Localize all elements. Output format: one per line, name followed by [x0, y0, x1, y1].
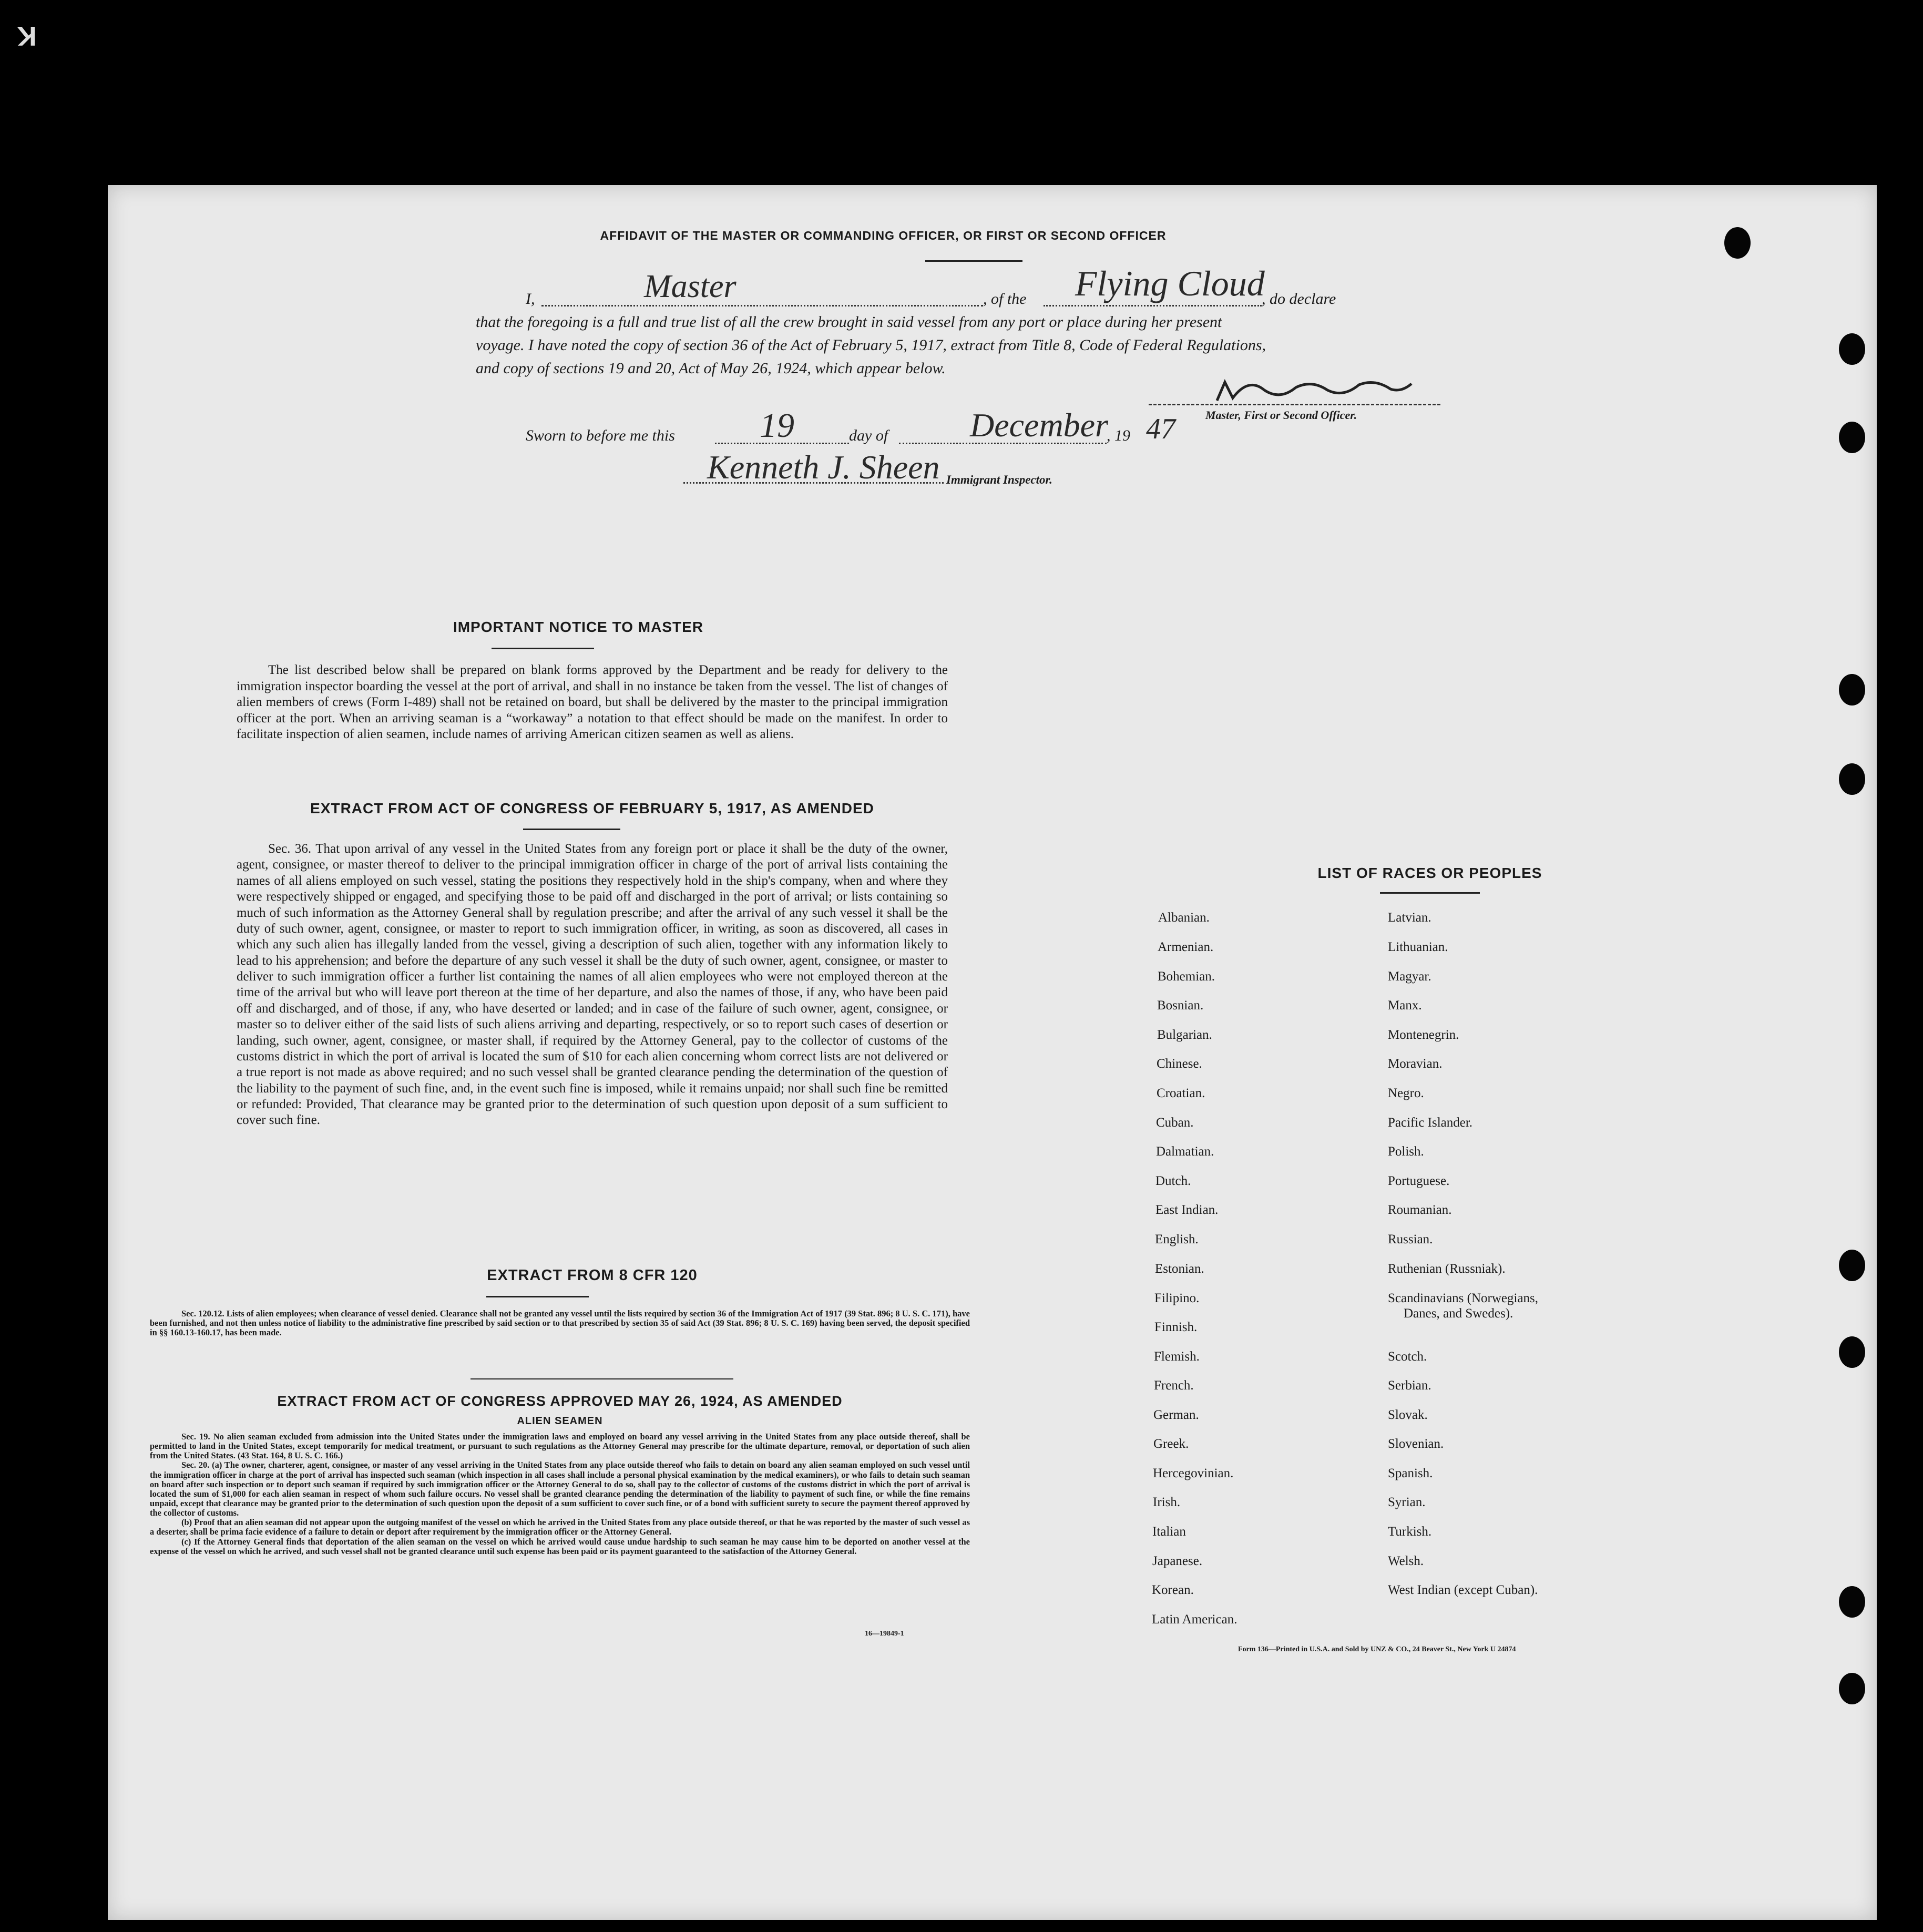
- race-item: Dalmatian.: [1156, 1144, 1214, 1159]
- affidavit-line-4: and copy of sections 19 and 20, Act of May 26, 1924, which appear below.: [476, 360, 946, 377]
- race-item: Filipino.: [1154, 1291, 1200, 1305]
- master-signature: [1185, 374, 1427, 411]
- extract-1917-text: Sec. 36. That upon arrival of any vessel in the United States from any foreign port or place it shall be the duty of the owner, agent, consignee, or master thereof to deliver to the principal immigration officer in charge of the port of arrival lists containing the names of all aliens employed on such vessel, stating the positions they respectively hold in the ship's company, when and where they were respectively shipped or engaged, and specifying those to be paid off and discharged in the port of arrival; or lists containing so much of such information as the Attorney General shall by regulation prescribe; and after the arrival of any such vessel it shall be the duty of such owner, agent, consignee, or master to report to such immigration officer, in writing, as soon as discovered, all cases in which any such alien has illegally landed from the vessel, giving a description of such alien, together with any information likely to lead to his apprehension; and before the departure of any such vessel it shall be the duty of such owner, agent, consignee, or master to deliver to such immigration officer a further list containing the names of all alien employees who were not employed thereon at the time of the arrival but who will leave port thereon at the time of her departure, and also the names of those, if any, who have been paid off and discharged, and of those, if any, who have deserted or landed; and in case of the failure of such owner, agent, consignee, or master so to deliver either of the said lists of such aliens arriving and departing, respectively, or so to report such cases of desertion or landing, such owner, agent, consignee, or master shall, if required by the Attorney General, pay to the collector of customs of the customs district in which the port of arrival is located the sum of $10 for each alien concerning whom correct lists are not delivered or a true report is not made as above required; and no such vessel shall be granted clearance pending the determination of the question of the liability to the payment of such fine, and, in the event such fine is imposed, while it remains unpaid; nor shall such fine be remitted or refunded: Provided, That clearance may be granted prior to the determination of such question upon deposit of a sum sufficient to cover such fine.: [237, 842, 948, 1128]
- race-item: Slovak.: [1388, 1408, 1428, 1422]
- divider: [1380, 892, 1480, 894]
- race-item: Italian: [1152, 1525, 1186, 1539]
- punch-hole-icon: [1839, 1336, 1865, 1368]
- extract-cfr-title: EXTRACT FROM 8 CFR 120: [487, 1267, 698, 1284]
- form-code: 16—19849-1: [865, 1630, 904, 1638]
- race-item: Cuban.: [1156, 1116, 1194, 1130]
- notice-title: IMPORTANT NOTICE TO MASTER: [453, 619, 704, 635]
- divider: [523, 829, 620, 830]
- race-item: Armenian.: [1158, 940, 1214, 954]
- races-title: LIST OF RACES OR PEOPLES: [1317, 865, 1542, 881]
- race-item: Spanish.: [1388, 1466, 1433, 1480]
- race-item: Roumanian.: [1388, 1203, 1452, 1217]
- race-item: Flemish.: [1154, 1350, 1200, 1364]
- race-item: Irish.: [1153, 1495, 1181, 1509]
- race-item: Magyar.: [1388, 969, 1431, 984]
- notice-text: The list described below shall be prepared on blank forms approved by the Department and be ready for delivery to the immigration inspector boarding the vessel at the port of arrival, and shall in no instance be taken from the vessel. The list of changes of alien members of crews (Form I-489) shall not be retained on board, but shall be delivered by the master to the principal immigration officer at the port. When an arriving seaman is a “workaway” a notation to that effect should be made on the manifest. In order to facilitate inspection of alien seamen, include names of arriving American citizen seamen as well as aliens.: [237, 663, 948, 741]
- punch-hole-icon: [1724, 227, 1751, 259]
- sec-20a-text: Sec. 20. (a) The owner, charterer, agent, consignee, or master of any vessel arriving in the United States from any place outside thereof who fails to detain on board any alien seaman employed on such vessel until the immigration officer in charge at the port of arrival has inspected such seaman (which inspection in all cases shall include a personal physical examination by the medical examiners), or who fails to detain such seaman on board after such inspection or to deport such seaman if required by such immigration officer or the Attorney General to do so, shall pay to the collector of customs of the customs district in which the port of arrival is located the sum of $1,000 for each alien seaman in respect of whom such failure occurs. No vessel shall be granted clearance pending the determination of the liability to payment of such fine, or while the fine remains unpaid, except that clearance may be granted prior to the determination of such question upon the deposit of a sum sufficient to cover such fine, or of a bond with sufficient surety to secure the payment thereof approved by the collector of customs.: [150, 1460, 970, 1518]
- master-handwriting: Master: [644, 269, 737, 304]
- affidavit-line-2: that the foregoing is a full and true list of all the crew brought in said vessel from any port or place during her present: [476, 313, 1222, 331]
- signature-caption: Master, First or Second Officer.: [1205, 408, 1357, 422]
- race-item: Montenegrin.: [1388, 1028, 1459, 1042]
- race-item: Croatian.: [1157, 1086, 1205, 1100]
- race-item: Moravian.: [1388, 1057, 1443, 1071]
- sec-20b-text: (b) Proof that an alien seaman did not appear upon the outgoing manifest of the vessel on which he arrived in the United States from any place outside thereof, or that he was reported by the master of such vessel as a deserter, shall be prima facie evidence of a failure to detain or deport after requirement by the immigration officer or the Attorney General.: [150, 1517, 970, 1537]
- race-item: Chinese.: [1157, 1057, 1202, 1071]
- race-item: Manx.: [1388, 998, 1422, 1013]
- race-item: Russian.: [1388, 1232, 1433, 1246]
- affidavit-title: AFFIDAVIT OF THE MASTER OR COMMANDING OFFICER, OR FIRST OR SECOND OFFICER: [600, 229, 1167, 242]
- year-handwriting: 47: [1146, 413, 1175, 445]
- race-item: Japanese.: [1152, 1554, 1203, 1568]
- race-item: German.: [1153, 1408, 1199, 1422]
- race-item: Bulgarian.: [1157, 1028, 1212, 1042]
- year-prefix: , 19: [1107, 427, 1130, 444]
- race-item: Serbian.: [1388, 1378, 1431, 1393]
- punch-hole-icon: [1839, 674, 1865, 706]
- divider: [486, 1296, 589, 1297]
- corner-mark: K: [17, 21, 37, 51]
- race-item: Latin American.: [1152, 1612, 1237, 1627]
- sworn-day-handwriting: 19: [760, 406, 794, 445]
- affidavit-of-the: , of the: [983, 290, 1027, 308]
- footer-print-line: Form 136—Printed in U.S.A. and Sold by UNZ & CO., 24 Beaver St., New York U 24874: [1238, 1645, 1516, 1653]
- day-of-text: day of: [849, 427, 888, 444]
- race-item: Bohemian.: [1158, 969, 1215, 984]
- punch-hole-icon: [1839, 763, 1865, 795]
- affidavit-i: I,: [526, 290, 535, 308]
- race-item: Latvian.: [1388, 911, 1431, 925]
- race-item: Scotch.: [1388, 1350, 1427, 1364]
- sec-19-text: Sec. 19. No alien seaman excluded from admission into the United States under the immigration laws and employed on board any vessel arriving in the United States from any place outside thereof, shall be permitted to land in the United States, except temporarily for medical treatment, or pursuant to such regulations as the Attorney General may prescribe for the ultimate departure, removal, or deportation of such alien from the United States. (43 Stat. 164, 8 U. S. C. 166.): [150, 1432, 970, 1461]
- vessel-name-handwriting: Flying Cloud: [1075, 263, 1265, 303]
- race-item: Portuguese.: [1388, 1174, 1450, 1188]
- inspector-signature: Kenneth J. Sheen: [707, 448, 940, 486]
- signature-line: [1149, 404, 1440, 405]
- race-item: West Indian (except Cuban).: [1388, 1583, 1538, 1597]
- divider: [925, 260, 1022, 262]
- race-item: Finnish.: [1154, 1320, 1198, 1334]
- extract-1924-subtitle: ALIEN SEAMEN: [517, 1415, 603, 1427]
- race-item: Scandinavians (Norwegians,: [1388, 1291, 1539, 1305]
- punch-hole-icon: [1839, 422, 1865, 453]
- race-item: Dutch.: [1155, 1174, 1191, 1188]
- extract-1917-title: EXTRACT FROM ACT OF CONGRESS OF FEBRUARY 5, 1917, AS AMENDED: [310, 800, 874, 816]
- race-item: Lithuanian.: [1388, 940, 1448, 954]
- race-item: Bosnian.: [1157, 998, 1204, 1013]
- race-item: Hercegovinian.: [1153, 1466, 1234, 1480]
- fill-line: [1044, 305, 1262, 306]
- punch-hole-icon: [1839, 1586, 1865, 1618]
- race-item: Slovenian.: [1388, 1437, 1444, 1451]
- race-item: Negro.: [1388, 1086, 1424, 1100]
- race-item: Pacific Islander.: [1388, 1116, 1473, 1130]
- inspector-caption: Immigrant Inspector.: [946, 473, 1052, 486]
- race-item: Estonian.: [1155, 1262, 1204, 1276]
- race-item: Albanian.: [1158, 911, 1210, 925]
- race-item: East Indian.: [1155, 1203, 1219, 1217]
- affidavit-line-3: voyage. I have noted the copy of section 36 of the Act of February 5, 1917, extract from Title 8, Code of Federal Regulations,: [476, 336, 1266, 354]
- race-item: Polish.: [1388, 1144, 1424, 1159]
- sworn-text: Sworn to before me this: [526, 427, 675, 444]
- divider: [492, 648, 594, 649]
- punch-hole-icon: [1839, 333, 1865, 365]
- race-item: Welsh.: [1388, 1554, 1424, 1568]
- extract-1924-body: [150, 1432, 970, 1556]
- punch-hole-icon: [1839, 1250, 1865, 1281]
- race-item: Syrian.: [1388, 1495, 1426, 1509]
- race-item: English.: [1155, 1232, 1199, 1246]
- race-item: Korean.: [1152, 1583, 1194, 1597]
- affidavit-declare: , do declare: [1262, 290, 1336, 308]
- race-item: Danes, and Swedes).: [1404, 1306, 1513, 1321]
- divider: [470, 1378, 733, 1379]
- extract-1924-title: EXTRACT FROM ACT OF CONGRESS APPROVED MAY 26, 1924, AS AMENDED: [277, 1393, 843, 1409]
- race-item: French.: [1154, 1378, 1194, 1393]
- document-page: [108, 185, 1877, 1920]
- fill-line: [541, 305, 983, 306]
- race-item: Greek.: [1153, 1437, 1189, 1451]
- punch-hole-icon: [1839, 1673, 1865, 1704]
- race-item: Ruthenian (Russniak).: [1388, 1262, 1506, 1276]
- race-item: Turkish.: [1388, 1525, 1432, 1539]
- sworn-month-handwriting: December: [970, 406, 1108, 444]
- sec-20c-text: (c) If the Attorney General finds that deportation of the alien seaman on the vessel on which he arrived would cause undue hardship to such seaman he may cause him to be deported on another vessel at the expense of the vessel on which he arrived, and such vessel shall not be granted clearance until such expense has been paid or its payment guaranteed to the satisfaction of the Attorney General.: [150, 1536, 970, 1556]
- extract-cfr-text: Sec. 120.12. Lists of alien employees; when clearance of vessel denied. Clearance shall not be granted any vessel until the lists required by section 36 of the Immigration Act of 1917 (39 Stat. 896; 8 U. S. C. 171), have been furnished, and not then unless notice of liability to the administrative fine prescribed by said section or to that prescribed by section 35 of said Act (39 Stat. 896; 8 U. S. C. 169) having been served, the deposit specified in §§ 160.13-160.17, has been made.: [150, 1309, 970, 1338]
